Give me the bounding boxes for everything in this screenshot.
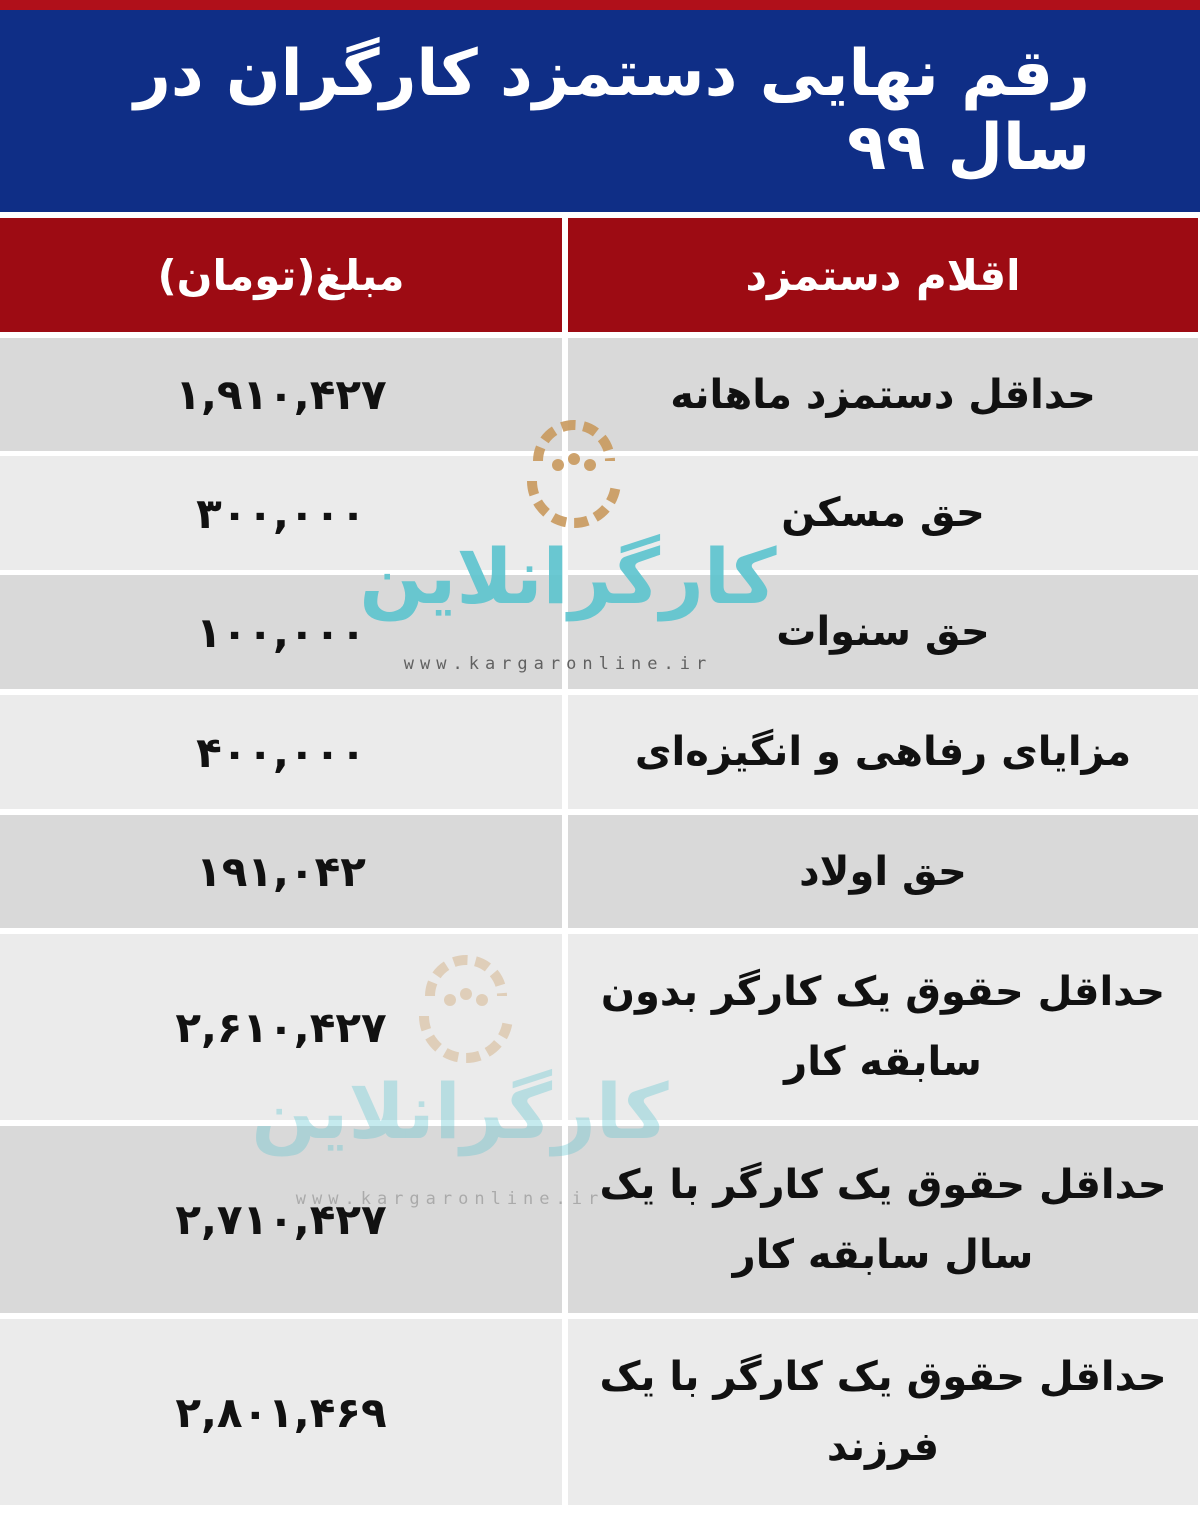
logo-url-text: www.kargaronline.ir xyxy=(403,654,713,674)
header-amount-label: مبلغ(تومان) xyxy=(157,250,405,300)
table-row-item xyxy=(568,1319,1198,1505)
row-amount-text: ۲,۷۱۰,۴۲۷ xyxy=(175,1195,387,1244)
title-banner xyxy=(0,10,1200,212)
table-row-amount xyxy=(0,338,562,451)
table-row-amount xyxy=(0,456,562,570)
logo-brand-text: کارگرانلاین xyxy=(359,532,777,621)
logo-brand-text: کارگرانلاین xyxy=(251,1067,669,1156)
table-row-amount xyxy=(0,695,562,809)
table-row-item xyxy=(568,934,1198,1120)
table-row-item xyxy=(568,456,1198,570)
row-amount-text: ۱,۹۱۰,۴۲۷ xyxy=(175,370,387,419)
table-row-amount xyxy=(0,1319,562,1505)
table-row-amount xyxy=(0,815,562,928)
table-row-item xyxy=(568,695,1198,809)
table-row-item xyxy=(568,575,1198,689)
row-item-text: حداقل دستمزد ماهانه xyxy=(670,371,1096,418)
row-amount-text: ۱۹۱,۰۴۲ xyxy=(196,847,366,896)
header-item-label: اقلام دستمزد xyxy=(745,250,1021,300)
row-item-text: حداقل حقوق یک کارگر با یک سال سابقه کار xyxy=(599,1161,1167,1278)
row-amount-text: ۲,۸۰۱,۴۶۹ xyxy=(175,1387,387,1437)
table-row-amount xyxy=(0,934,562,1120)
header-amount xyxy=(0,218,562,332)
row-item-text: حداقل حقوق یک کارگر بدون سابقه کار xyxy=(600,969,1166,1085)
table-row-amount xyxy=(0,1126,562,1313)
row-amount-text: ۲,۶۱۰,۴۲۷ xyxy=(175,1002,387,1052)
row-item-text: حق اولاد xyxy=(799,848,967,895)
top-accent-stripe xyxy=(0,0,1200,10)
row-item-text: حق مسکن xyxy=(781,490,985,536)
row-item-text: مزایای رفاهی و انگیزه‌ای xyxy=(634,729,1132,775)
row-amount-text: ۳۰۰,۰۰۰ xyxy=(196,488,366,538)
row-amount-text: ۴۰۰,۰۰۰ xyxy=(196,727,366,777)
table-row-item xyxy=(568,815,1198,928)
row-item-text: حداقل حقوق یک کارگر با یک فرزند xyxy=(599,1354,1167,1470)
page-title: رقم نهایی دستمزد کارگران در سال ۹۹ xyxy=(134,37,1090,185)
header-item xyxy=(568,218,1198,332)
table-row-amount xyxy=(0,575,562,689)
row-item-text: حق سنوات xyxy=(776,609,990,655)
row-amount-text: ۱۰۰,۰۰۰ xyxy=(196,607,366,657)
logo-url-text: www.kargaronline.ir xyxy=(295,1189,605,1209)
table-row-item xyxy=(568,1126,1198,1313)
table-row-item xyxy=(568,338,1198,451)
